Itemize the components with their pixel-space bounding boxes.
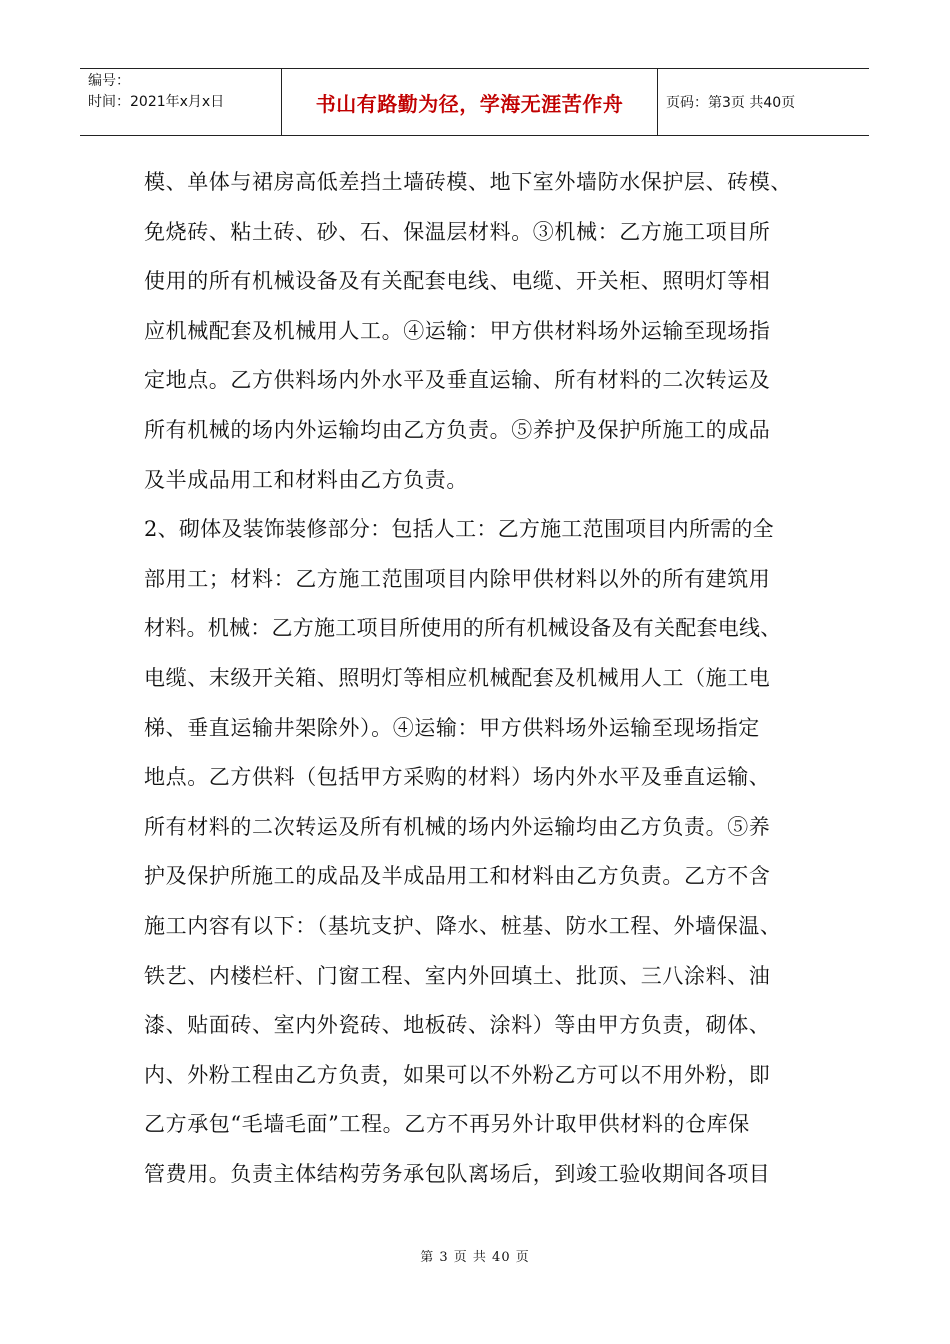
header-page-indicator: 页码：第3页 共40页 [666, 95, 796, 111]
body-line: 免烧砖、粘土砖、砂、石、保温层材料。③机械：乙方施工项目所 [144, 219, 771, 244]
header-motto: 书山有路勤为径，学海无涯苦作舟 [282, 69, 658, 135]
body-line: 所有材料的二次转运及所有机械的场内外运输均由乙方负责。⑤养 [144, 814, 771, 839]
body-line: 应机械配套及机械用人工。④运输：甲方供材料场外运输至现场指 [144, 318, 771, 343]
body-line: 乙方承包“毛墙毛面”工程。乙方不再另外计取甲供材料的仓库保 [144, 1112, 750, 1137]
body-line: 施工内容有以下：（基坑支护、降水、桩基、防水工程、外墙保温、 [144, 913, 782, 938]
page-footer: 第 3 页 共 40 页 [420, 1250, 530, 1265]
document-date: 时间：2021年x月x日 [88, 94, 225, 110]
document-number-label: 编号： [88, 73, 130, 89]
body-line: 定地点。乙方供料场内外水平及垂直运输、所有材料的二次转运及 [144, 368, 771, 393]
body-line: 所有机械的场内外运输均由乙方负责。⑤养护及保护所施工的成品 [144, 417, 771, 442]
body-line: 模、单体与裙房高低差挡土墙砖模、地下室外墙防水保护层、砖模、 [144, 170, 792, 194]
body-line: 材料。机械：乙方施工项目所使用的所有机械设备及有关配套电线、 [144, 616, 782, 641]
body-line: 漆、贴面砖、室内外瓷砖、地板砖、涂料）等由甲方负责，砌体、 [144, 1013, 771, 1038]
body-line: 内、外粉工程由乙方负责，如果可以不外粉乙方可以不用外粉，即 [144, 1062, 771, 1087]
document-body [144, 158, 809, 1199]
body-line: 2、砌体及装饰装修部分：包括人工：乙方施工范围项目内所需的全 [144, 517, 774, 542]
body-line: 护及保护所施工的成品及半成品用工和材料由乙方负责。乙方不含 [144, 864, 771, 889]
body-line: 管费用。负责主体结构劳务承包队离场后，到竣工验收期间各项目 [144, 1161, 771, 1186]
body-line: 使用的所有机械设备及有关配套电线、电缆、开关柜、照明灯等相 [144, 269, 771, 294]
body-line: 及半成品用工和材料由乙方负责。 [144, 467, 468, 492]
body-line: 铁艺、内楼栏杆、门窗工程、室内外回填土、批顶、三八涂料、油 [144, 963, 771, 988]
document-header [80, 68, 869, 136]
body-line: 梯、垂直运输井架除外）。④运输：甲方供料场外运输至现场指定 [144, 715, 760, 740]
body-line: 部用工；材料：乙方施工范围项目内除甲供材料以外的所有建筑用 [144, 566, 771, 591]
header-meta-cell [80, 69, 282, 135]
body-line: 电缆、末级开关箱、照明灯等相应机械配套及机械用人工（施工电 [144, 665, 771, 690]
body-line: 地点。乙方供料（包括甲方采购的材料）场内外水平及垂直运输、 [144, 765, 771, 790]
